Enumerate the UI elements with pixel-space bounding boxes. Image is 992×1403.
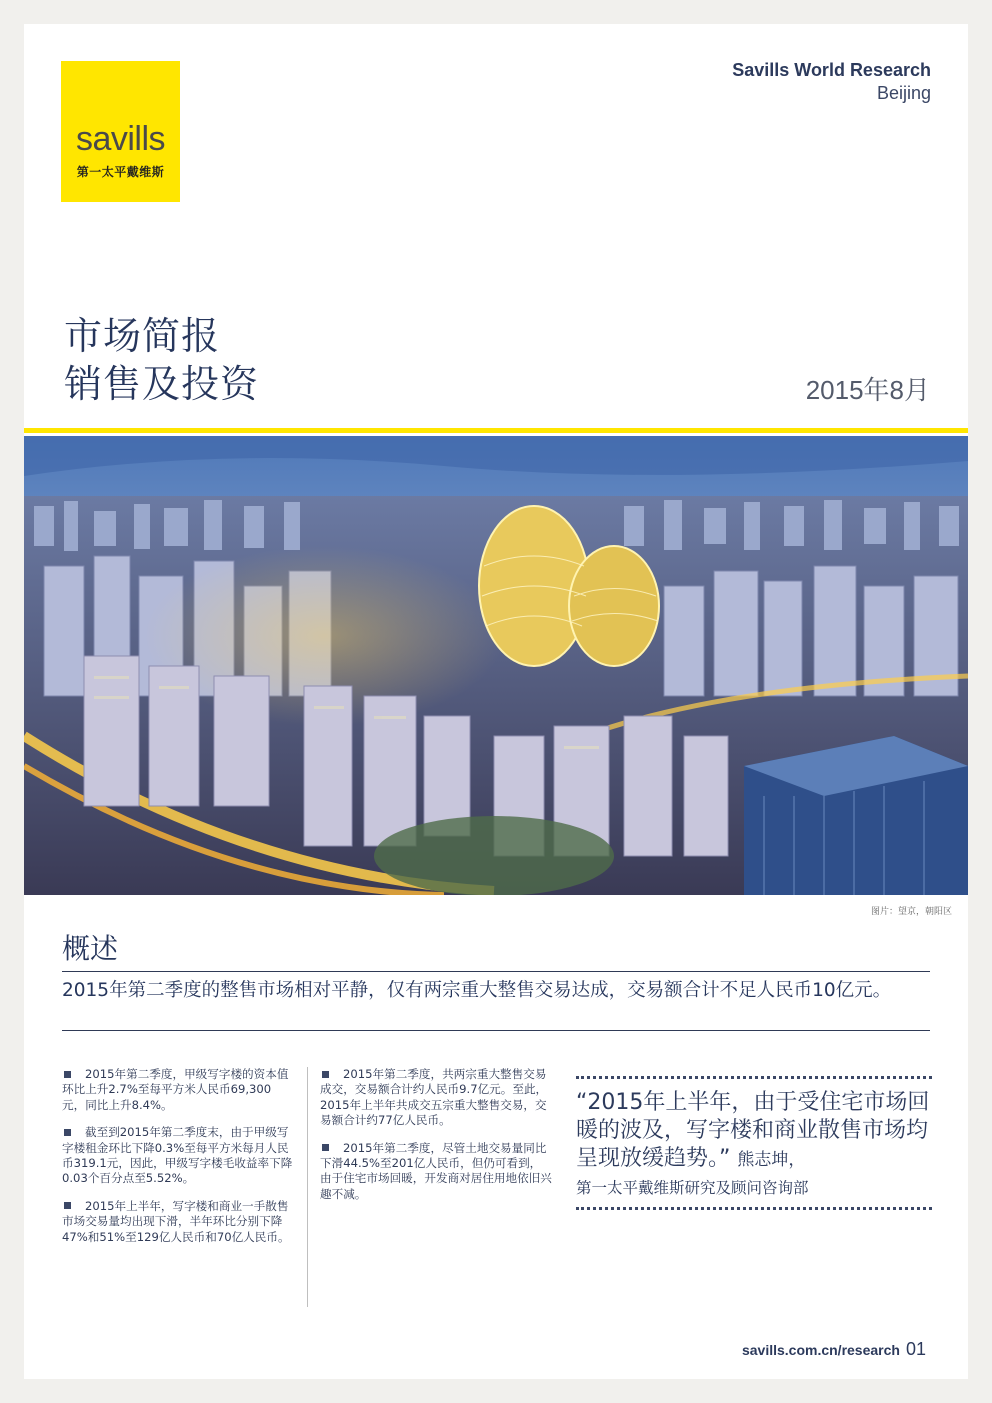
quote-top-dots bbox=[576, 1076, 932, 1079]
quote-org: 第一太平戴维斯研究及顾问咨询部 bbox=[576, 1179, 809, 1197]
quote-text: “2015年上半年，由于受住宅市场回暖的波及，写字楼和商业散售市场均呈现放缓趋势。” bbox=[576, 1090, 930, 1171]
footer-url[interactable]: savills.com.cn/research bbox=[741, 1342, 900, 1358]
header-series bbox=[732, 59, 931, 105]
quote-body bbox=[576, 1089, 932, 1199]
bullet-item: 2015年第二季度，尽管土地交易量同比下滑44.5%至201亿人民币，但仍可看到，由于住宅市场回暖，开发商对居住用地依旧兴趣不减。 bbox=[320, 1140, 552, 1201]
bullet-square-icon bbox=[64, 1071, 71, 1078]
series-city: Beijing bbox=[876, 83, 931, 103]
overview-bottom-rule bbox=[62, 1030, 930, 1031]
bullet-item: 2015年上半年，写字楼和商业一手散售市场交易量均出现下滑，半年环比分别下降47%和51%至129亿人民币和70亿人民币。 bbox=[62, 1198, 290, 1244]
bullet-square-icon bbox=[64, 1202, 71, 1209]
logo-tagline: 第一太平戴维斯 bbox=[76, 165, 165, 179]
bullet-square-icon bbox=[322, 1071, 329, 1078]
logo-brand-text: savills bbox=[75, 120, 166, 158]
photo-caption: 图片：望京，朝阳区 bbox=[870, 907, 952, 917]
report-title bbox=[64, 312, 259, 408]
bullet-square-icon bbox=[64, 1129, 71, 1136]
city-skyline-image bbox=[24, 436, 968, 895]
bullet-item: 截至到2015年第二季度末，由于甲级写字楼租金环比下降0.3%至每平方米每月人民币319.1元，因此，甲级写字楼毛收益率下降0.03个百分点至5.52%。 bbox=[62, 1125, 293, 1186]
cover-photo bbox=[24, 436, 968, 895]
footer bbox=[742, 1339, 926, 1360]
title-line-1: 市场简报 bbox=[64, 314, 221, 358]
savills-logo bbox=[61, 61, 180, 202]
bullet-item: 2015年第二季度，共两宗重大整售交易成交，交易额合计约人民币9.7亿元。至此，2015年上半年共成交五宗重大整售交易，交易额合计约77亿人民币。 bbox=[320, 1067, 548, 1128]
overview-top-rule bbox=[62, 971, 930, 972]
report-date: 2015年8月 bbox=[805, 375, 930, 405]
bullets-column-2 bbox=[320, 1067, 552, 1214]
bullet-item: 2015年第二季度，甲级写字楼的资本值环比上升2.7%至每平方米人民币69,300元，同比上升8.4%。 bbox=[62, 1067, 289, 1112]
overview-summary: 2015年第二季度的整售市场相对平静，仅有两宗重大整售交易达成，交易额合计不足人民币10亿元。 bbox=[62, 980, 892, 1001]
overview-heading: 概述 bbox=[62, 932, 119, 965]
bullet-square-icon bbox=[322, 1144, 329, 1151]
quote-speaker: 熊志坤， bbox=[737, 1150, 806, 1170]
title-line-2: 销售及投资 bbox=[64, 362, 260, 406]
yellow-divider bbox=[24, 428, 968, 433]
column-divider bbox=[307, 1067, 308, 1307]
report-page bbox=[24, 24, 968, 1379]
bullets-column-1 bbox=[62, 1067, 294, 1257]
pull-quote bbox=[576, 1076, 932, 1210]
page-number: 01 bbox=[905, 1339, 926, 1359]
quote-bottom-dots bbox=[576, 1207, 932, 1210]
series-name: Savills World Research bbox=[732, 60, 931, 80]
